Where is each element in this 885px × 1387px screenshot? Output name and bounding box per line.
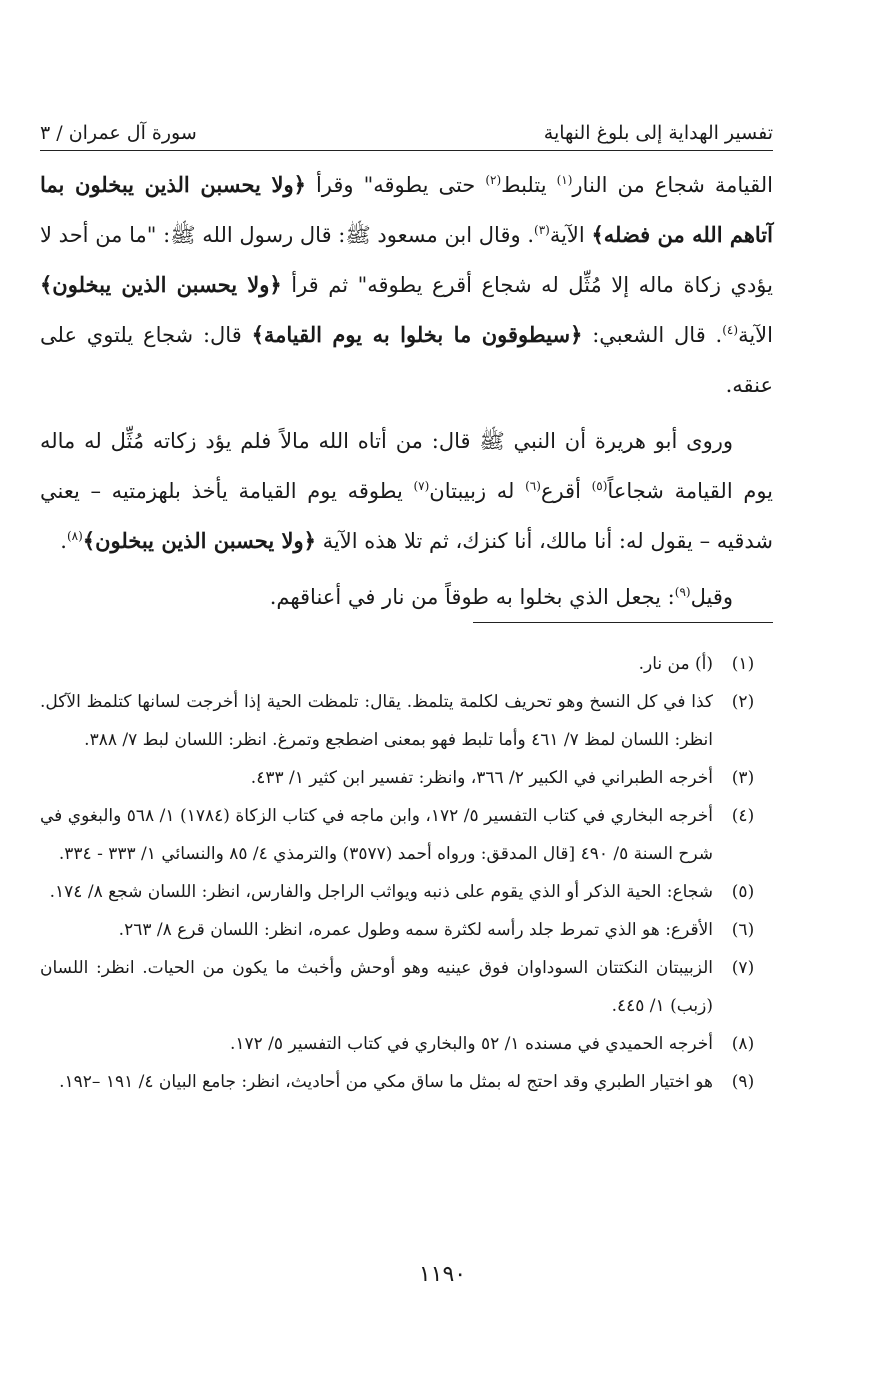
footnote-marker[interactable]: (٥) bbox=[591, 479, 608, 493]
footnote-text: الزبيبتان النكتتان السوداوان فوق عينيه وهو أوحش وأخبث ما يكون من الحيات. انظر: اللسان (زبب) ١/ ٤٤٥. bbox=[40, 958, 713, 1016]
text-run: يتلبط bbox=[501, 173, 557, 197]
footnote-number: (٤) bbox=[731, 806, 755, 826]
footnotes bbox=[40, 645, 773, 1101]
footnote-6 bbox=[40, 911, 773, 949]
footnote-number: (٣) bbox=[731, 768, 755, 788]
footnote-7 bbox=[40, 949, 773, 1025]
footnote-2 bbox=[40, 683, 773, 759]
paragraph-2 bbox=[40, 416, 773, 566]
footnote-number: (١) bbox=[731, 654, 755, 674]
footnote-separator bbox=[473, 622, 773, 623]
footnote-text: هو اختيار الطبري وقد احتج له بمثل ما ساق مكي من أحاديث، انظر: جامع البيان ٤/ ١٩١ –١٩٢. bbox=[59, 1072, 713, 1092]
page-number: ١١٩٠ bbox=[418, 1262, 467, 1287]
text-run: حتى يطوقه" وقرأ bbox=[305, 173, 486, 197]
text-run: . وقال ابن مسعود ﷺ: قال رسول الله ﷺ: "ما من أحد لا يؤدي زكاة ماله إلا مُثِّل له شجاع أقرع يطوقه" ثم قرأ bbox=[40, 223, 773, 297]
footnote-9 bbox=[40, 1063, 773, 1101]
book-title: تفسير الهداية إلى بلوغ النهاية bbox=[543, 122, 773, 144]
footnote-text: شجاع: الحية الذكر أو الذي يقوم على ذنبه ويواثب الراجل والفارس، انظر: اللسان شجع ٨/ ١٧٤. bbox=[49, 882, 713, 902]
footnote-8 bbox=[40, 1025, 773, 1063]
footnote-marker[interactable]: (٤) bbox=[722, 323, 739, 337]
footnote-text: الأقرع: هو الذي تمرط جلد رأسه لكثرة سمه وطول عمره، انظر: اللسان قرع ٨/ ٢٦٣. bbox=[118, 920, 713, 940]
running-header bbox=[40, 100, 773, 151]
surah-label: سورة آل عمران / ٣ bbox=[40, 122, 197, 144]
footnote-marker[interactable]: (٦) bbox=[525, 479, 541, 493]
footnote-text: أخرجه الطبراني في الكبير ٢/ ٣٦٦، وانظر: تفسير ابن كثير ١/ ٤٣٣. bbox=[250, 768, 713, 788]
footnote-3 bbox=[40, 759, 773, 797]
footnote-marker[interactable]: (٣) bbox=[534, 223, 550, 237]
text-run: . bbox=[60, 529, 67, 553]
footnote-number: (٢) bbox=[731, 692, 755, 712]
footnote-text: أخرجه الحميدي في مسنده ١/ ٥٢ والبخاري في كتاب التفسير ٥/ ١٧٢. bbox=[229, 1034, 713, 1054]
text-run: وقيل bbox=[690, 585, 733, 609]
text-run: له زبيبتان bbox=[429, 479, 526, 503]
footnote-5 bbox=[40, 873, 773, 911]
main-text bbox=[40, 160, 773, 622]
text-run: : يجعل الذي بخلوا به طوقاً من نار في أعناقهم. bbox=[269, 585, 675, 609]
footnote-text: كذا في كل النسخ وهو تحريف لكلمة يتلمظ. يقال: تلمظت الحية إذا أخرجت لسانها كتلمظ الآكل. انظر: اللسان لمظ ٧/ ٤٦١ وأما تلبط فهو بمعنى اضطجع وتمرغ. انظر: اللسان لبط ٧/ ٣٨٨. bbox=[40, 692, 713, 750]
text-run: أقرع bbox=[540, 479, 592, 503]
footnote-marker[interactable]: (٧) bbox=[413, 479, 430, 493]
quran-quote: ﴿سيطوقون ما بخلوا به يوم القيامة﴾ bbox=[251, 322, 583, 347]
text-run: القيامة شجاع من النار bbox=[572, 173, 773, 197]
text-run: وروى أبو هريرة أن النبي ﷺ قال: من أتاه الله مالاً فلم يؤد زكاته مُثِّل له ماله يوم القيامة شجاعاً bbox=[40, 429, 774, 503]
paragraph-1 bbox=[40, 160, 773, 410]
footnote-number: (٩) bbox=[731, 1072, 755, 1092]
text-run: قال: شجاع يلتوي على عنقه. bbox=[40, 323, 773, 397]
quran-quote: ﴿ولا يحسبن الذين يبخلون بما آتاهم الله من فضله﴾ bbox=[40, 172, 773, 247]
text-run: الآية bbox=[549, 223, 592, 247]
footnote-text: (أ) من نار. bbox=[638, 654, 713, 674]
footnote-number: (٧) bbox=[731, 958, 755, 978]
quran-quote: ﴿ولا يحسبن الذين يبخلون﴾ bbox=[40, 272, 282, 297]
paragraph-3 bbox=[40, 572, 773, 622]
footnote-marker[interactable]: (٨) bbox=[66, 529, 83, 543]
text-run: . قال الشعبي: bbox=[582, 323, 723, 347]
quran-quote: ﴿ولا يحسبن الذين يبخلون﴾ bbox=[82, 528, 316, 553]
footnote-text: أخرجه البخاري في كتاب التفسير ٥/ ١٧٢، وابن ماجه في كتاب الزكاة (١٧٨٤) ١/ ٥٦٨ والبغوي في شرح السنة ٥/ ٤٩٠ [قال المدقق: ورواه أحمد (٣٥٧٧) والترمذي ٤/ ٨٥ والنسائي ١/ ٣٣٣ - ٣٣٤. bbox=[40, 806, 713, 864]
footnote-number: (٥) bbox=[731, 882, 755, 902]
footnote-4 bbox=[40, 797, 773, 873]
footnote-marker[interactable]: (٢) bbox=[485, 173, 502, 187]
footnote-marker[interactable]: (١) bbox=[556, 173, 573, 187]
text-run: الآية bbox=[738, 323, 773, 347]
footnote-number: (٦) bbox=[731, 920, 755, 940]
footnote-1 bbox=[40, 645, 773, 683]
text-run: يطوقه يوم القيامة يأخذ بلهزمتيه – يعني شدقيه – يقول له: أنا مالك، أنا كنزك، ثم تلا هذه الآية bbox=[40, 479, 773, 553]
footnote-marker[interactable]: (٩) bbox=[674, 585, 691, 599]
footnote-number: (٨) bbox=[731, 1034, 755, 1054]
